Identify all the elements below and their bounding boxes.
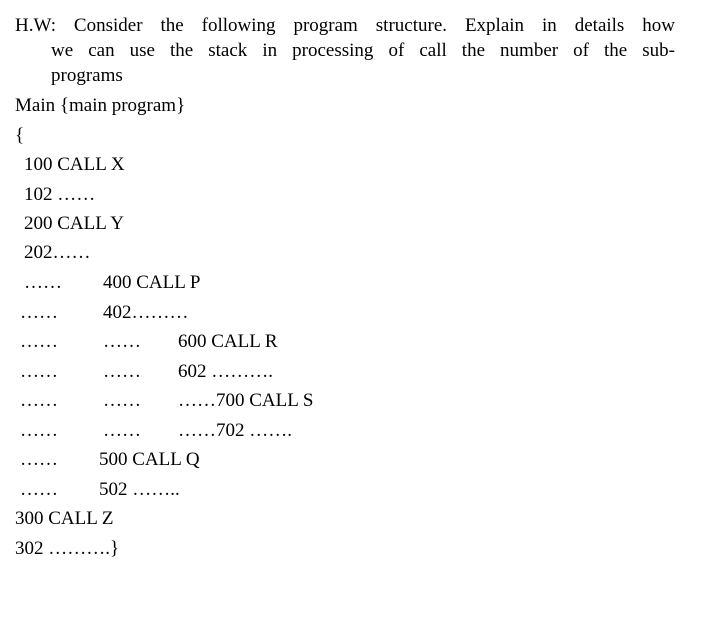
dots-col1-row5: …… [20, 390, 58, 411]
code-line-200: 200 CALL Y [24, 213, 124, 234]
dots-col1-row2: …… [20, 302, 58, 323]
code-line-500: 500 CALL Q [99, 449, 200, 470]
code-line-702: ……702 ……. [178, 420, 292, 441]
question-line-2: we can use the stack in processing of call the number of the sub- [51, 40, 675, 61]
dots-col2-row3: …… [103, 331, 141, 352]
dots-col1-row7: …… [20, 449, 58, 470]
code-line-302: 302 ……….} [15, 538, 120, 559]
code-line-102: 102 …… [24, 184, 96, 205]
homework-question [15, 13, 675, 88]
code-line-400: 400 CALL P [103, 272, 201, 293]
dots-col1-row3: …… [20, 331, 58, 352]
code-line-700: ……700 CALL S [178, 390, 314, 411]
open-brace: { [15, 125, 25, 146]
dots-col1-row1: …… [24, 272, 62, 293]
main-program-label: Main {main program} [15, 95, 186, 116]
question-line-3: programs [51, 65, 123, 86]
dots-col1-row4: …… [20, 361, 58, 382]
dots-col2-row6: …… [103, 420, 141, 441]
code-line-202: 202…… [24, 242, 91, 263]
code-line-602: 602 ………. [178, 361, 273, 382]
dots-col2-row4: …… [103, 361, 141, 382]
dots-col2-row5: …… [103, 390, 141, 411]
code-line-502: 502 …….. [99, 479, 180, 500]
code-line-402: 402……… [103, 302, 189, 323]
code-line-600: 600 CALL R [178, 331, 278, 352]
code-line-300: 300 CALL Z [15, 508, 114, 529]
dots-col1-row6: …… [20, 420, 58, 441]
code-line-100: 100 CALL X [24, 154, 125, 175]
dots-col1-row8: …… [20, 479, 58, 500]
question-line-1: H.W: Consider the following program structure. Explain in details how [15, 15, 675, 36]
